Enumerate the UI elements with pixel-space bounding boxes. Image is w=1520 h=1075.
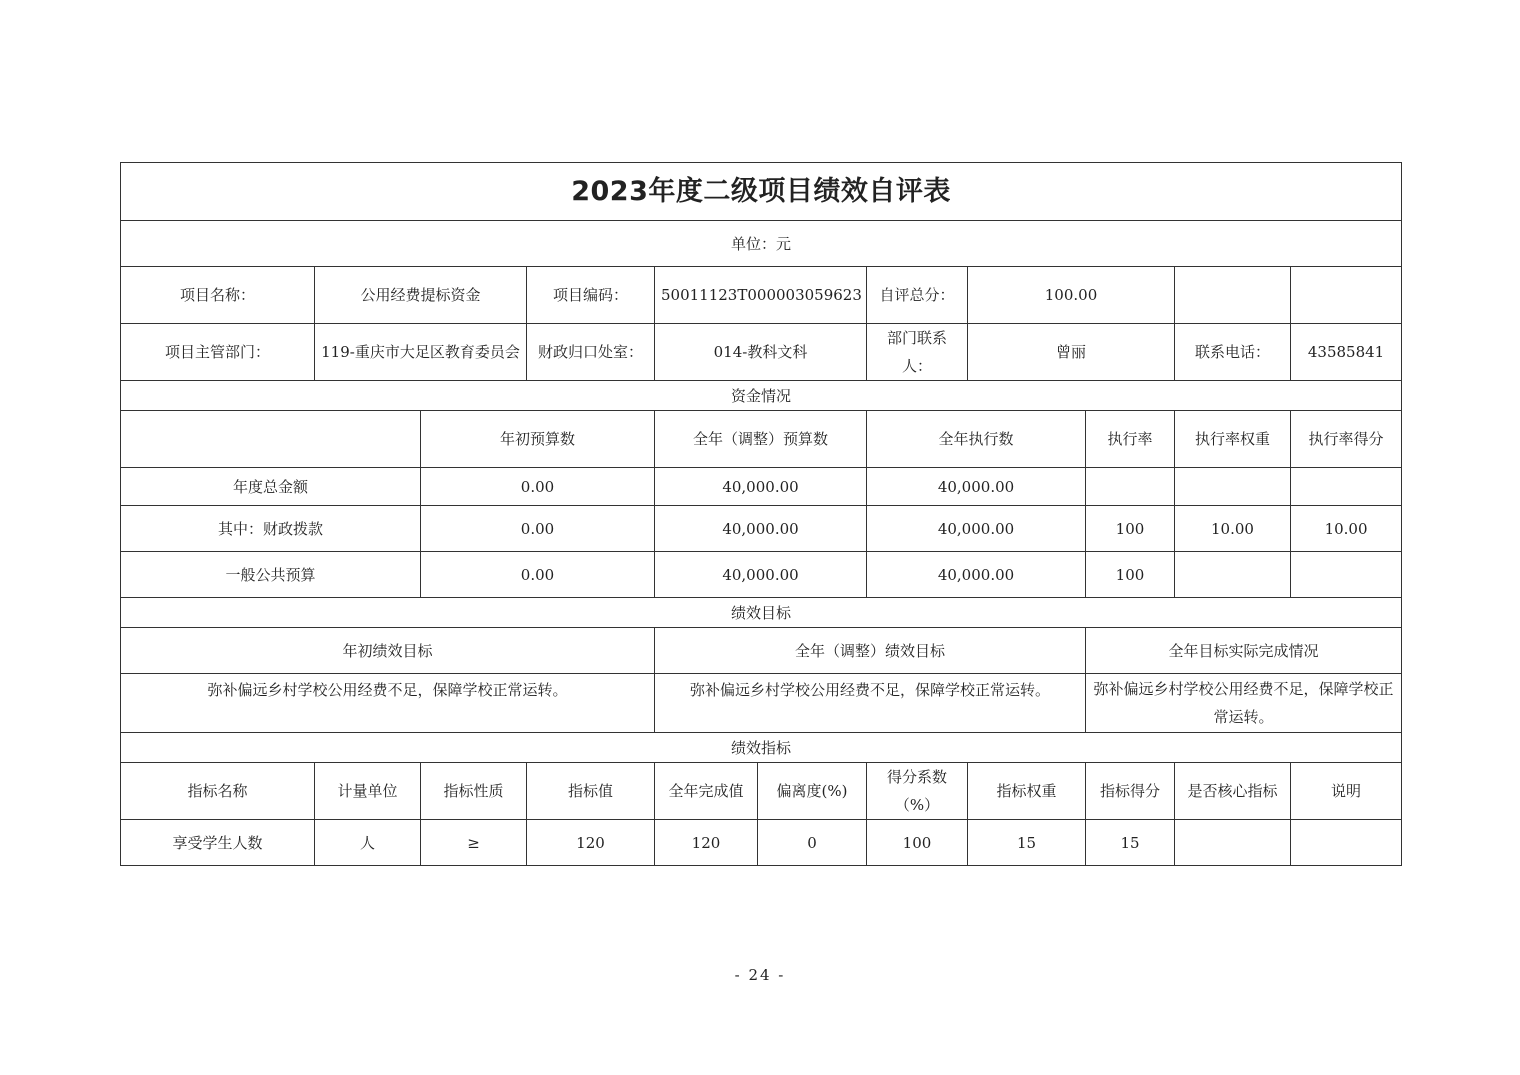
goals-header-actual: 全年目标实际完成情况 (1086, 628, 1402, 674)
finance-office: 014-教科文科 (655, 324, 867, 381)
indicator-cell: 15 (968, 820, 1086, 866)
indicator-header: 是否核心指标 (1175, 763, 1291, 820)
funds-weight (1175, 468, 1291, 506)
funds-initial: 0.00 (421, 552, 655, 598)
funds-header-adjusted: 全年（调整）预算数 (655, 411, 867, 468)
indicator-header: 指标得分 (1086, 763, 1175, 820)
indicator-header: 偏离度(%) (758, 763, 867, 820)
funds-header-executed: 全年执行数 (867, 411, 1086, 468)
project-code: 50011123T000003059623 (655, 267, 867, 324)
funds-section-header: 资金情况 (121, 381, 1402, 411)
funds-adjusted: 40,000.00 (655, 552, 867, 598)
funds-header-initial: 年初预算数 (421, 411, 655, 468)
table-row (121, 552, 1402, 598)
page-title: 2023年度二级项目绩效自评表 (121, 163, 1402, 221)
goal-initial: 弥补偏远乡村学校公用经费不足，保障学校正常运转。 (121, 674, 655, 733)
funds-rate (1086, 468, 1175, 506)
funds-row-label: 其中：财政拨款 (121, 506, 421, 552)
total-score: 100.00 (968, 267, 1175, 324)
funds-row-label: 一般公共预算 (121, 552, 421, 598)
finance-office-label: 财政归口处室： (527, 324, 655, 381)
funds-weight (1175, 552, 1291, 598)
indicator-header: 说明 (1291, 763, 1402, 820)
contact: 曾丽 (968, 324, 1175, 381)
funds-header-blank (121, 411, 421, 468)
indicator-cell: 享受学生人数 (121, 820, 315, 866)
score-label: 自评总分： (867, 267, 968, 324)
indicator-header: 指标值 (527, 763, 655, 820)
funds-executed: 40,000.00 (867, 506, 1086, 552)
dept-label: 项目主管部门： (121, 324, 315, 381)
indicator-header: 指标权重 (968, 763, 1086, 820)
dept: 119-重庆市大足区教育委员会 (315, 324, 527, 381)
indicator-cell: 120 (527, 820, 655, 866)
funds-header-rate: 执行率 (1086, 411, 1175, 468)
goal-actual: 弥补偏远乡村学校公用经费不足，保障学校正常运转。 (1086, 674, 1402, 733)
indicator-header: 指标性质 (421, 763, 527, 820)
phone-label: 联系电话： (1175, 324, 1291, 381)
project-name-label: 项目名称： (121, 267, 315, 324)
table-row (121, 820, 1402, 866)
project-code-label: 项目编码： (527, 267, 655, 324)
funds-rate: 100 (1086, 552, 1175, 598)
project-name: 公用经费提标资金 (315, 267, 527, 324)
funds-header-score: 执行率得分 (1291, 411, 1402, 468)
indicator-header: 计量单位 (315, 763, 421, 820)
performance-table (120, 162, 1402, 866)
funds-row-label: 年度总金额 (121, 468, 421, 506)
indicator-header: 得分系数（%） (867, 763, 968, 820)
goals-header-initial: 年初绩效目标 (121, 628, 655, 674)
funds-score (1291, 468, 1402, 506)
funds-adjusted: 40,000.00 (655, 468, 867, 506)
funds-adjusted: 40,000.00 (655, 506, 867, 552)
indicator-cell: 0 (758, 820, 867, 866)
funds-score: 10.00 (1291, 506, 1402, 552)
funds-executed: 40,000.00 (867, 468, 1086, 506)
funds-weight: 10.00 (1175, 506, 1291, 552)
indicators-section-header: 绩效指标 (121, 733, 1402, 763)
unit-label: 单位：元 (121, 221, 1402, 267)
funds-initial: 0.00 (421, 468, 655, 506)
contact-label: 部门联系人： (867, 324, 968, 381)
indicator-cell: 15 (1086, 820, 1175, 866)
table-row (121, 506, 1402, 552)
table-row (121, 468, 1402, 506)
goals-header-adjusted: 全年（调整）绩效目标 (655, 628, 1086, 674)
empty-cell (1175, 267, 1291, 324)
empty-cell (1291, 267, 1402, 324)
funds-header-weight: 执行率权重 (1175, 411, 1291, 468)
funds-rate: 100 (1086, 506, 1175, 552)
indicator-header: 指标名称 (121, 763, 315, 820)
phone: 43585841 (1291, 324, 1402, 381)
indicator-cell: ≥ (421, 820, 527, 866)
indicator-header: 全年完成值 (655, 763, 758, 820)
indicator-cell: 100 (867, 820, 968, 866)
indicator-cell: 人 (315, 820, 421, 866)
funds-score (1291, 552, 1402, 598)
page-number: - 24 - (734, 966, 786, 984)
goal-adjusted: 弥补偏远乡村学校公用经费不足，保障学校正常运转。 (655, 674, 1086, 733)
indicator-cell (1291, 820, 1402, 866)
indicator-cell (1175, 820, 1291, 866)
funds-initial: 0.00 (421, 506, 655, 552)
goals-section-header: 绩效目标 (121, 598, 1402, 628)
indicator-cell: 120 (655, 820, 758, 866)
funds-executed: 40,000.00 (867, 552, 1086, 598)
